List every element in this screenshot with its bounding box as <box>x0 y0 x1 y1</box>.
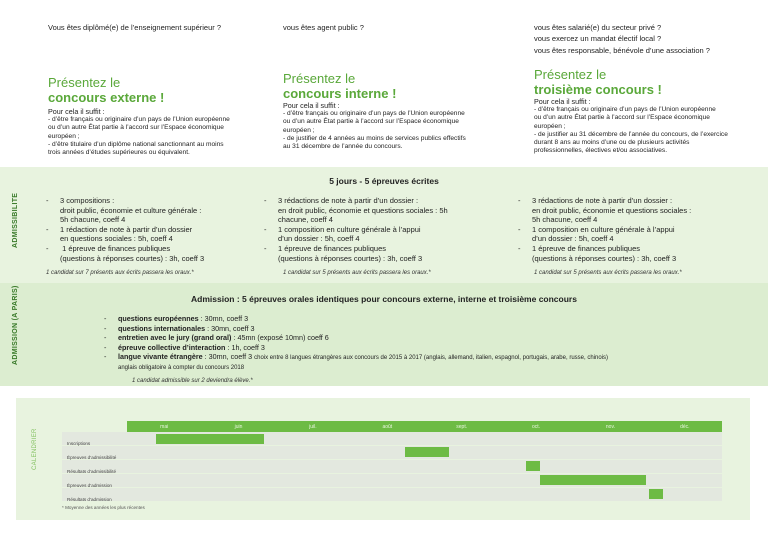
list-item: d’un dossier : 5h, coeff 4 <box>532 234 614 244</box>
list-item <box>104 333 764 343</box>
question-troisieme-1: vous êtes salarié(e) du secteur privé ? <box>534 23 662 32</box>
card-title-strong: concours interne ! <box>283 86 397 101</box>
bullet-dash: - <box>104 333 107 343</box>
card-line: - d’être titulaire d’un diplôme national sanctionnant au moins <box>48 140 224 148</box>
card-line: professionnelles, électives et/ou associatives. <box>534 147 668 155</box>
bullet-dash: - <box>264 196 267 205</box>
list-item <box>104 352 764 364</box>
list-item: 3 rédactions de note à partir d’un dossier : <box>278 196 419 205</box>
bar-inscriptions <box>156 434 264 444</box>
langue-detail: choix entre 8 langues étrangères aux concours de 2015 à 2017 (anglais, allemand, italien, espagnol, portugais, arabe, russe, chinois) <box>254 355 608 362</box>
card-title-strong: troisième concours ! <box>534 82 662 97</box>
card-line: - d’être français ou originaire d’un pays de l’Union européenne <box>48 116 230 124</box>
question-interne: vous êtes agent public ? <box>283 23 364 32</box>
list-item: (questions à réponses courtes) : 3h, coeff 3 <box>60 253 205 263</box>
admissibilite-col-troisieme <box>518 196 758 263</box>
card-title-strong: concours externe ! <box>48 90 165 105</box>
calendar-footnote: * Moyenne des années les plus récentes <box>62 505 145 510</box>
list-item: en droit public, économie et questions sociales : 5h <box>278 205 448 215</box>
month-label: mai <box>160 424 169 430</box>
list-item: 1 épreuve de finances publiques <box>532 243 640 253</box>
bullet-dash: - <box>518 243 521 253</box>
bullet-dash: - <box>104 342 107 352</box>
list-item: 1 composition en culture générale à l’appui <box>532 224 675 234</box>
bullet-dash: - <box>46 196 49 205</box>
list-item: d’un dossier : 5h, coeff 4 <box>278 234 360 244</box>
epreuve-name: langue vivante étrangère <box>118 352 203 362</box>
bar-epreuves-admissibilite <box>405 447 449 457</box>
card-line: ou d’un autre État partie à l’accord sur l’Espace économique <box>283 118 459 126</box>
list-item: 3 compositions : <box>60 196 115 205</box>
card-line: - d’être français ou originaire d’un pays de l’Union européenne <box>283 110 465 118</box>
list-item: 1 épreuve de finances publiques <box>60 243 171 253</box>
card-line: - d’être français ou originaire d’un pays de l’Union européenne <box>534 106 716 114</box>
month-label: oct. <box>532 424 541 430</box>
epreuve-detail: : 30mn, coeff 3 <box>205 323 255 333</box>
calendar-row-label: Épreuves d’admission <box>67 483 112 488</box>
question-troisieme-2: vous exercez un mandat électif local ? <box>534 34 662 43</box>
bullet-dash: - <box>518 224 521 234</box>
calendar-band <box>16 398 750 520</box>
month-label: nov. <box>605 424 615 430</box>
card-line: ou d’un autre État partie à l’accord sur l’Espace économique <box>48 124 224 132</box>
bar-epreuves-admission <box>540 475 646 485</box>
month-label: juil. <box>309 424 317 430</box>
calendar-row-label: Inscriptions <box>67 441 91 446</box>
admissibilite-label: ADMISSIBILITE <box>12 192 19 248</box>
month-label: août <box>382 424 393 430</box>
card-intro: Pour cela il suffit : <box>534 97 591 106</box>
bar-resultats-admission <box>649 489 663 499</box>
admissibilite-note-troisieme: 1 candidat sur 5 présents aux écrits passera les oraux.* <box>534 270 682 276</box>
card-title: Présentez le <box>534 67 607 82</box>
calendar-row <box>62 460 722 473</box>
epreuve-name: questions internationales <box>118 323 206 333</box>
card-troisieme <box>534 67 764 155</box>
card-externe <box>48 75 273 157</box>
epreuve-detail: : 45mn (exposé 10mn) coeff 6 <box>231 333 329 343</box>
month-label: juin <box>234 424 243 430</box>
card-line: européen ; <box>48 132 80 140</box>
list-item: 1 épreuve de finances publiques <box>278 243 386 253</box>
admission-note: 1 candidat admissible sur 2 deviendra élève.* <box>132 378 253 384</box>
question-externe: Vous êtes diplômé(e) de l’enseignement supérieur ? <box>48 23 222 32</box>
calendar-row-label: Résultats d’admission <box>67 497 112 502</box>
bullet-dash: - <box>104 352 107 362</box>
epreuve-detail: : 1h, coeff 3 <box>225 342 265 352</box>
card-title: Présentez le <box>48 75 121 90</box>
question-troisieme-3: vous êtes responsable, bénévole d’une association ? <box>534 46 710 55</box>
list-item: 5h chacune, coeff 4 <box>532 215 598 225</box>
list-item <box>104 314 764 324</box>
admissibilite-title: 5 jours - 5 épreuves écrites <box>329 176 439 186</box>
list-item: en questions sociales : 5h, coeff 4 <box>60 234 173 244</box>
card-line: ou d’un autre État partie à l’accord sur l’Espace économique <box>534 114 710 122</box>
calendar-row <box>62 446 722 459</box>
card-line: - de justifier au 31 décembre de l’année du concours, de l’exercice <box>534 130 728 138</box>
admissibilite-col-externe <box>46 196 271 263</box>
calendar-row-label: Épreuves d’admissibilité <box>67 455 117 460</box>
card-line: durant 8 ans au moins d’une ou de plusieurs activités <box>534 139 690 147</box>
admission-label: ADMISSION (A PARIS) <box>12 285 19 365</box>
list-item: 5h chacune, coeff 4 <box>60 215 126 225</box>
admissibilite-note-interne: 1 candidat sur 5 présents aux écrits passera les oraux.* <box>283 270 431 276</box>
admissibilite-note-externe: 1 candidat sur 7 présents aux écrits passera les oraux.* <box>46 270 194 276</box>
month-label: déc. <box>680 424 690 430</box>
admissibilite-col-interne <box>264 196 504 263</box>
card-interne <box>283 71 513 151</box>
calendar-label: CALENDRIER <box>32 428 38 470</box>
bullet-dash: - <box>264 224 267 234</box>
card-title: Présentez le <box>283 71 356 86</box>
epreuve-name: épreuve collective d’interaction <box>118 342 226 352</box>
list-item <box>104 343 764 353</box>
bullet-dash: - <box>518 196 521 205</box>
calendar-row-label: Résultats d’admissibilité <box>67 469 117 474</box>
bullet-dash: - <box>104 314 107 323</box>
list-item: (questions à réponses courtes) : 3h, coeff 3 <box>532 253 677 263</box>
admission-title: Admission : 5 épreuves orales identiques pour concours externe, interne et troisième concours <box>191 294 577 304</box>
bullet-dash: - <box>46 224 49 234</box>
list-item: chacune, coeff 4 <box>278 215 333 225</box>
card-line: européen ; <box>283 126 315 134</box>
list-item: droit public, économie et culture générale : <box>60 205 202 215</box>
bullet-dash: - <box>104 323 107 333</box>
bullet-dash: - <box>264 243 267 253</box>
card-line: trois années d’études supérieures ou équivalent. <box>48 149 190 157</box>
list-item: 1 rédaction de note à partir d’un dossier <box>60 224 193 234</box>
bar-resultats-admissibilite <box>526 461 540 471</box>
card-intro: Pour cela il suffit : <box>283 101 340 110</box>
bullet-dash: - <box>46 243 49 253</box>
epreuve-name: entretien avec le jury (grand oral) <box>118 333 232 343</box>
epreuve-name: questions européennes <box>118 314 199 323</box>
calendar-row <box>62 488 722 501</box>
card-line: au 31 décembre de l’année du concours. <box>283 143 403 151</box>
card-line: - de justifier de 4 années au moins de services publics effectifs <box>283 134 466 142</box>
list-item: en droit public, économie et questions sociales : <box>532 205 692 215</box>
list-item <box>104 324 764 334</box>
card-intro: Pour cela il suffit : <box>48 107 105 116</box>
epreuve-detail: : 30mn, coeff 3 <box>202 352 253 362</box>
list-item: 3 rédactions de note à partir d’un dossier : <box>532 196 673 205</box>
card-line: européen ; <box>534 122 566 130</box>
langue-obligatoire: anglais obligatoire à compter du concours 2018 <box>118 364 245 371</box>
admission-list <box>104 314 764 374</box>
month-label: sept. <box>456 424 468 430</box>
list-item: (questions à réponses courtes) : 3h, coeff 3 <box>278 253 423 263</box>
list-item: 1 composition en culture générale à l’appui <box>278 224 421 234</box>
epreuve-detail: : 30mn, coeff 3 <box>198 314 249 323</box>
